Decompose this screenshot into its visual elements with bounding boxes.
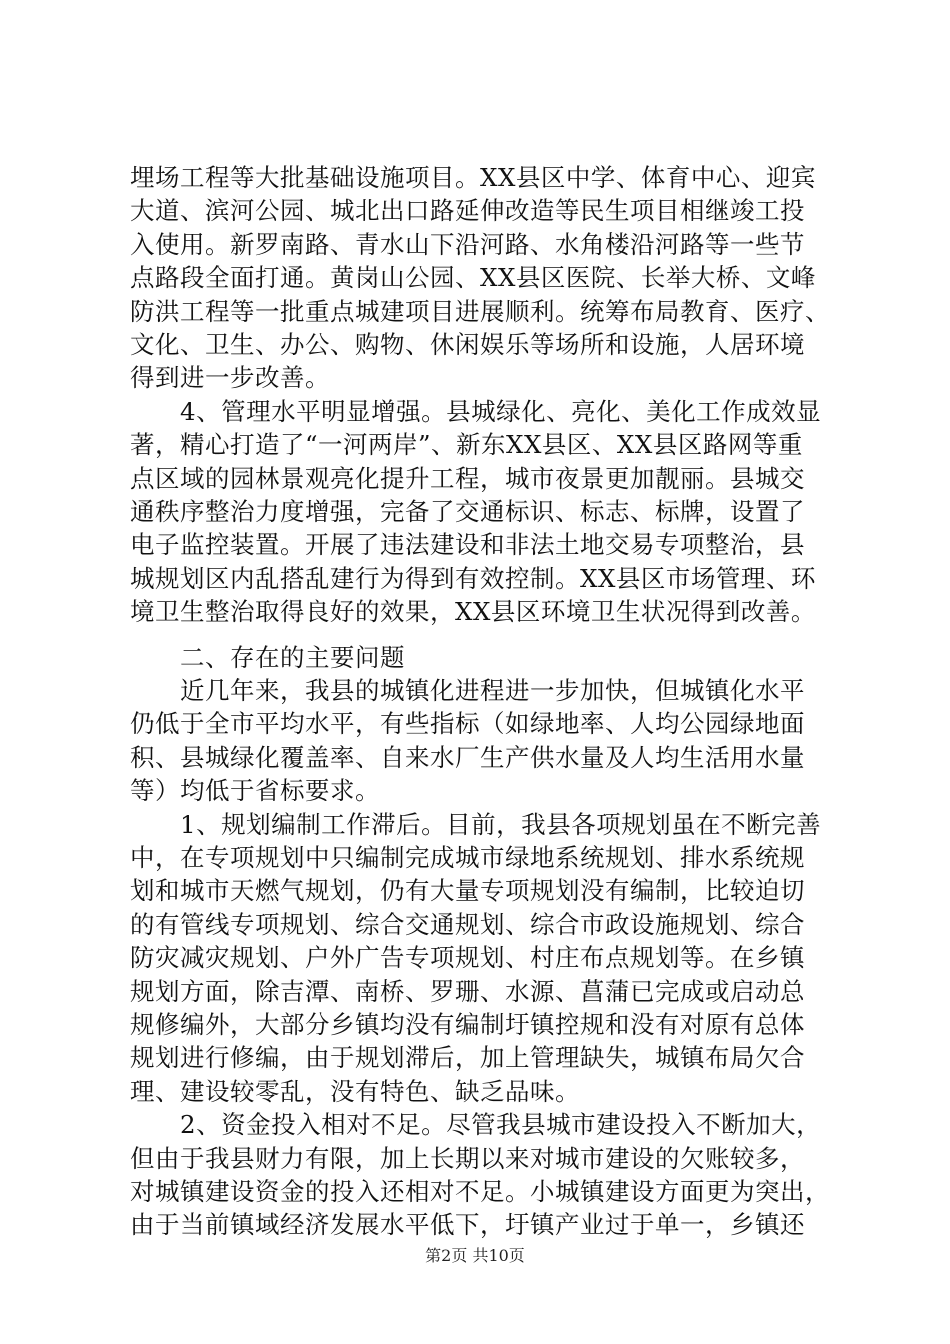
text-line: 电子监控装置。开展了违法建设和非法土地交易专项整治，县 xyxy=(130,530,805,559)
text-line: 2、资金投入相对不足。尽管我县城市建设投入不断加大， xyxy=(130,1110,822,1139)
text-line: 点路段全面打通。黄岗山公园、XX县区医院、长举大桥、文峰 xyxy=(130,263,816,292)
text-line: 著，精心打造了“一河两岸”、新东XX县区、XX县区路网等重 xyxy=(130,430,803,459)
text-line: 中，在专项规划中只编制完成城市绿地系统规划、排水系统规 xyxy=(130,843,805,872)
page-footer: 第2页 共10页 xyxy=(425,1246,525,1265)
text-line: 大道、滨河公园、城北出口路延伸改造等民生项目相继竣工投 xyxy=(130,196,805,225)
text-line: 境卫生整治取得良好的效果，XX县区环境卫生状况得到改善。 xyxy=(130,597,816,626)
text-line: 仍低于全市平均水平，有些指标（如绿地率、人均公园绿地面 xyxy=(130,709,805,738)
text-line: 规划进行修编，由于规划滞后，加上管理缺失，城镇布局欠合 xyxy=(130,1043,805,1072)
text-line: 划和城市天燃气规划，仍有大量专项规划没有编制，比较迫切 xyxy=(130,876,805,905)
text-line: 规划方面，除吉潭、南桥、罗珊、水源、菖蒲已完成或启动总 xyxy=(130,977,805,1006)
text-line: 积、县城绿化覆盖率、自来水厂生产供水量及人均生活用水量 xyxy=(130,743,805,772)
text-line: 但由于我县财力有限，加上长期以来对城市建设的欠账较多， xyxy=(130,1144,805,1173)
text-line: 防洪工程等一批重点城建项目进展顺利。统筹布局教育、医疗、 xyxy=(130,297,830,326)
text-line: 入使用。新罗南路、青水山下沿河路、水角楼沿河路等一些节 xyxy=(130,230,805,259)
text-line: 近几年来，我县的城镇化进程进一步加快，但城镇化水平 xyxy=(130,676,805,705)
text-line: 点区域的园林景观亮化提升工程，城市夜景更加靓丽。县城交 xyxy=(130,464,805,493)
text-line: 二、存在的主要问题 xyxy=(130,643,405,672)
text-line: 埋场工程等大批基础设施项目。XX县区中学、体育中心、迎宾 xyxy=(130,163,816,192)
text-line: 等）均低于省标要求。 xyxy=(130,776,380,805)
text-line: 防灾减灾规划、户外广告专项规划、村庄布点规划等。在乡镇 xyxy=(130,943,805,972)
text-line: 理、建设较零乱，没有特色、缺乏品味。 xyxy=(130,1077,580,1106)
text-line: 1、规划编制工作滞后。目前，我县各项规划虽在不断完善 xyxy=(130,810,822,839)
text-line: 对城镇建设资金的投入还相对不足。小城镇建设方面更为突出， xyxy=(130,1177,830,1206)
text-line: 得到进一步改善。 xyxy=(130,363,330,392)
text-line: 的有管线专项规划、综合交通规划、综合市政设施规划、综合 xyxy=(130,910,805,939)
text-line: 规修编外，大部分乡镇均没有编制圩镇控规和没有对原有总体 xyxy=(130,1010,805,1039)
text-line: 通秩序整治力度增强，完备了交通标识、标志、标牌，设置了 xyxy=(130,497,805,526)
text-line: 由于当前镇域经济发展水平低下，圩镇产业过于单一，乡镇还 xyxy=(130,1210,805,1239)
text-line: 4、管理水平明显增强。县城绿化、亮化、美化工作成效显 xyxy=(130,397,822,426)
text-line: 城规划区内乱搭乱建行为得到有效控制。XX县区市场管理、环 xyxy=(130,564,816,593)
text-line: 文化、卫生、办公、购物、休闲娱乐等场所和设施，人居环境 xyxy=(130,330,805,359)
